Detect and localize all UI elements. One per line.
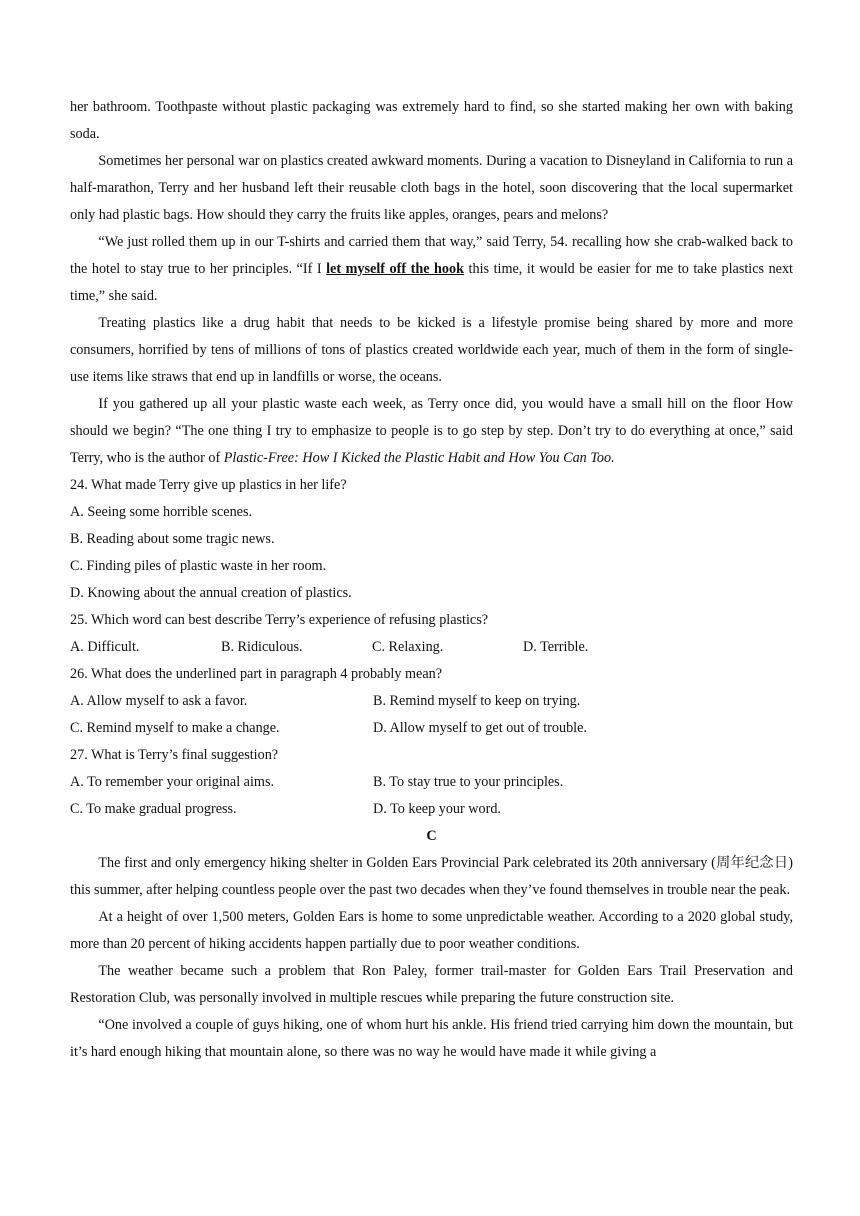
question-24-option-a[interactable]: A. Seeing some horrible scenes. <box>70 504 253 520</box>
document-page <box>70 94 793 1066</box>
question-25-option-a[interactable]: A. Difficult. <box>70 639 140 655</box>
question-27-option-a[interactable]: A. To remember your original aims. <box>70 774 275 790</box>
question-26-option-c[interactable]: C. Remind myself to make a change. <box>70 720 280 736</box>
question-25-options <box>70 634 793 661</box>
paragraph-3-text-before: “We just rolled them up in our T-shirts and carried them that way,” said Terry, 54. recalling how she crab-walked back to the hotel to stay true to her principles. “If I <box>70 234 793 277</box>
question-24-stem: 24. What made Terry give up plastics in her life? <box>70 477 347 493</box>
question-27-option-c[interactable]: C. To make gradual progress. <box>70 801 237 817</box>
question-27-option-b[interactable]: B. To stay true to your principles. <box>373 774 564 790</box>
question-27-option-d[interactable]: D. To keep your word. <box>373 801 501 817</box>
question-26-option-a[interactable]: A. Allow myself to ask a favor. <box>70 693 248 709</box>
question-26-options-row-2 <box>70 715 793 742</box>
question-24-option-d[interactable]: D. Knowing about the annual creation of plastics. <box>70 585 352 601</box>
question-24-option-b[interactable]: B. Reading about some tragic news. <box>70 531 275 547</box>
question-25-option-b[interactable]: B. Ridiculous. <box>221 639 303 655</box>
passage-b-paragraph-1: her bathroom. Toothpaste without plastic packaging was extremely hard to find, so she started making her own with baking soda. <box>70 99 793 142</box>
question-27-options-row-1 <box>70 769 793 796</box>
question-25-stem: 25. Which word can best describe Terry’s experience of refusing plastics? <box>70 612 489 628</box>
underlined-phrase: let myself off the hook <box>326 261 465 277</box>
question-27-options-row-2 <box>70 796 793 823</box>
passage-c-paragraph-4: “One involved a couple of guys hiking, one of whom hurt his ankle. His friend tried carrying him down the mountain, but it’s hard enough hiking that mountain alone, so there was no way he would have made it while giving a <box>70 1017 793 1060</box>
book-title: Plastic-Free: How I Kicked the Plastic Habit and How You Can Too. <box>223 450 615 466</box>
question-26-option-b[interactable]: B. Remind myself to keep on trying. <box>373 693 581 709</box>
question-25-option-c[interactable]: C. Relaxing. <box>372 639 444 655</box>
question-26-option-d[interactable]: D. Allow myself to get out of trouble. <box>373 720 587 736</box>
passage-b-paragraph-5 <box>70 391 793 472</box>
question-26-options-row-1 <box>70 688 793 715</box>
question-26-stem: 26. What does the underlined part in paragraph 4 probably mean? <box>70 666 443 682</box>
question-25-option-d[interactable]: D. Terrible. <box>523 639 589 655</box>
passage-c-paragraph-3: The weather became such a problem that Ron Paley, former trail-master for Golden Ears Trail Preservation and Restoration Club, was personally involved in multiple rescues while preparing the future construction site. <box>70 963 793 1006</box>
passage-b-paragraph-2: Sometimes her personal war on plastics created awkward moments. During a vacation to Disneyland in California to run a half-marathon, Terry and her husband left their reusable cloth bags in the hotel, soon discovering that the local supermarket only had plastic bags. How should they carry the fruits like apples, oranges, pears and melons? <box>70 153 793 223</box>
passage-c-paragraph-2: At a height of over 1,500 meters, Golden Ears is home to some unpredictable weather. According to a 2020 global study, more than 20 percent of hiking accidents happen partially due to poor weather conditions. <box>70 909 793 952</box>
question-27-stem: 27. What is Terry’s final suggestion? <box>70 747 279 763</box>
passage-b-paragraph-3 <box>70 229 793 310</box>
paragraph-3-text-after: this time, it would be easier for me to take plastics next time,” she said. <box>70 261 794 304</box>
question-24-option-c[interactable]: C. Finding piles of plastic waste in her room. <box>70 558 327 574</box>
paragraph-5-text: If you gathered up all your plastic waste each week, as Terry once did, you would have a small hill on the floor How should we begin? “The one thing I try to emphasize to people is to go step by step. Don’t try to do everything at once,” said Terry, who is the author of <box>70 396 793 466</box>
section-c-heading: C <box>426 828 437 844</box>
passage-c-paragraph-1: The first and only emergency hiking shelter in Golden Ears Provincial Park celebrated its 20th anniversary (周年纪念日) this summer, after helping countless people over the past two decades when they’ve found themselves in trouble near the peak. <box>70 855 793 898</box>
passage-b-paragraph-4: Treating plastics like a drug habit that needs to be kicked is a lifestyle promise being shared by more and more consumers, horrified by tens of millions of tons of plastics created worldwide each year, much of them in the form of single-use items like straws that end up in landfills or worse, the oceans. <box>70 315 793 385</box>
